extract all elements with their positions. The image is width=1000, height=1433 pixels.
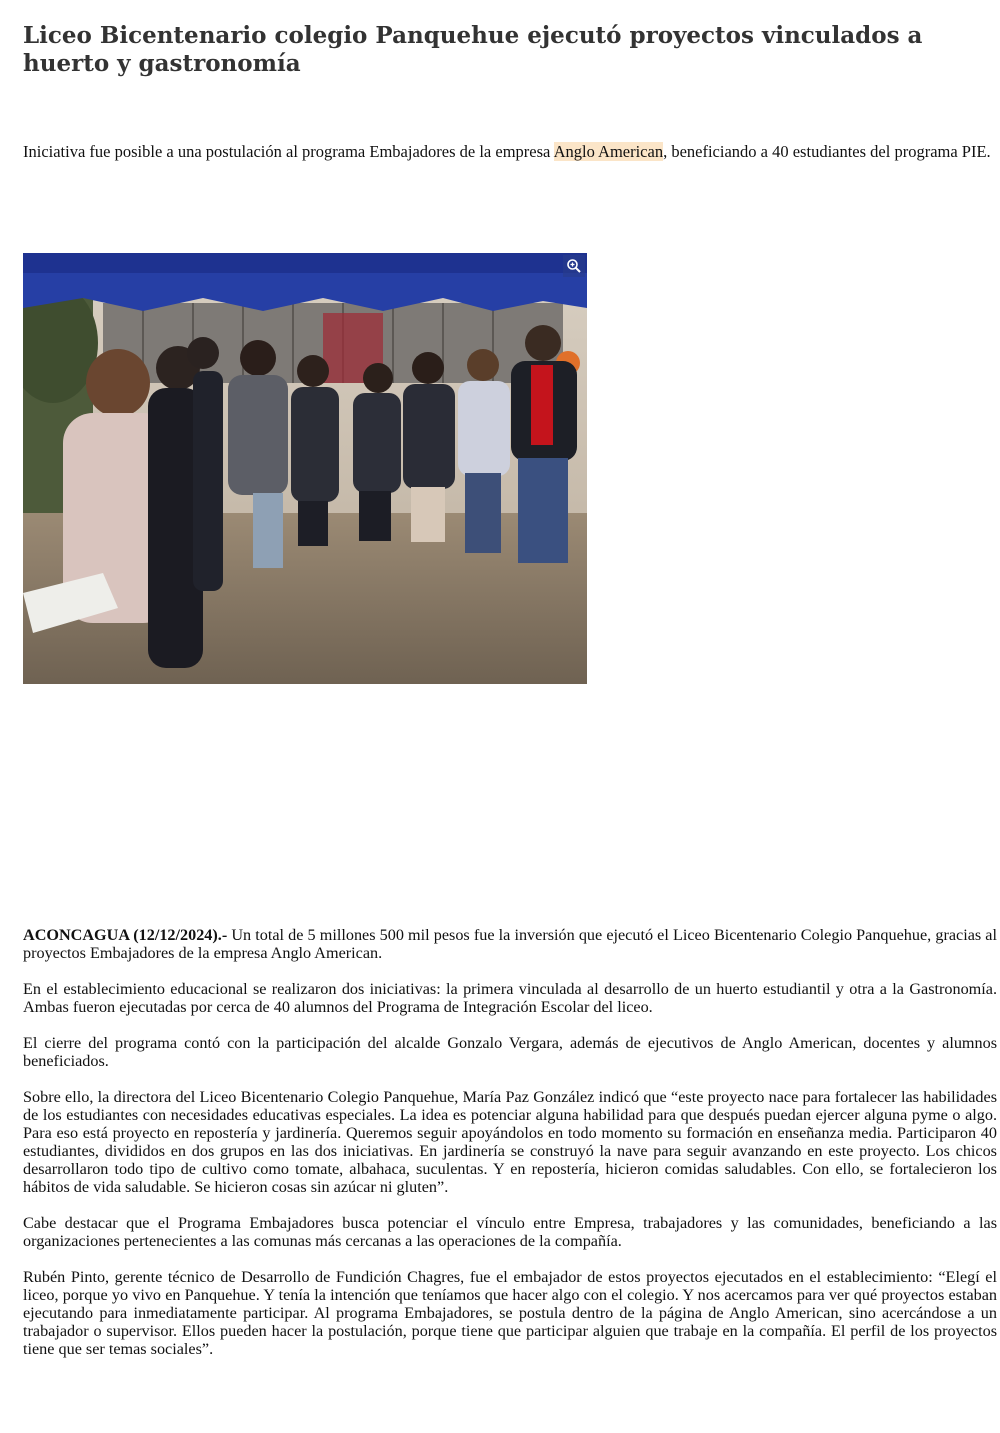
paragraph: Rubén Pinto, gerente técnico de Desarrollo de Fundición Chagres, fue el embajador de estos proyectos ejecutados en el establecimiento: “Elegí el liceo, porque yo vivo en Panquehue. Y tenía la intención que teníamos que hacer algo con el colegio. Y nos acercamos para ver qué proyectos estaban ejecutando para inmediatamente participar. Al programa Embajadores, se postula dentro de la página de Anglo American, sino acercándose a un trabajador o supervisor. Ellos pueden hacer la postulación, porque tiene que participar alguien que trabaje en la compañía. El perfil de los proyectos tiene que ser temas sociales”. (23, 1268, 997, 1358)
lead-text-end: , beneficiando a 40 estudiantes del programa PIE. (663, 142, 991, 161)
paragraph: Sobre ello, la directora del Liceo Bicentenario Colegio Panquehue, María Paz González indicó que “este proyecto nace para fortalecer las habilidades de los estudiantes con necesidades educativas especiales. La idea es potenciar alguna habilidad para que después puedan ejercer alguna pyme o algo. Para eso está proyecto en repostería y jardinería. Queremos seguir apoyándolos en todo momento su formación en enseñanza media. Participaron 40 estudiantes, divididos en dos grupos en las dos iniciativas. En jardinería se construyó la nave para seguir avanzando en este proyecto. Los chicos desarrollaron todo tipo de cultivo como tomate, albahaca, suculentas. Y en repostería, hicieron comidas saludables. Con ello, se fortalecieron los hábitos de vida saludable. Se hicieron cosas sin azúcar ni gluten”. (23, 1088, 997, 1196)
dateline: ACONCAGUA (12/12/2024).- (23, 926, 228, 944)
paragraph: El cierre del programa contó con la participación del alcalde Gonzalo Vergara, además de ejecutivos de Anglo American, docentes y alumnos beneficiados. (23, 1034, 997, 1070)
article-photo[interactable] (23, 253, 587, 684)
highlighted-company-link[interactable]: Anglo American (553, 142, 664, 161)
news-article (23, 22, 997, 1376)
article-title: Liceo Bicentenario colegio Panquehue ejecutó proyectos vinculados a huerto y gastronomía (23, 22, 923, 77)
paragraph-intro-text: Un total de 5 millones 500 mil pesos fue la inversión que ejecutó el Liceo Bicentenario Colegio Panquehue, gracias al proyectos Embajadores de la empresa Anglo American. (23, 926, 997, 962)
zoom-in-icon (566, 258, 582, 274)
article-body (23, 926, 997, 1358)
article-lead (23, 142, 997, 162)
group-photo-illustration (23, 253, 587, 684)
zoom-in-button[interactable] (563, 255, 585, 277)
paragraph: En el establecimiento educacional se realizaron dos iniciativas: la primera vinculada al desarrollo de un huerto estudiantil y otra a la Gastronomía. Ambas fueron ejecutadas por cerca de 40 alumnos del Programa de Integración Escolar del liceo. (23, 980, 997, 1016)
paragraph-intro (23, 926, 997, 962)
lead-text-start: Iniciativa fue posible a una postulación al programa Embajadores de la empresa (23, 142, 554, 161)
paragraph: Cabe destacar que el Programa Embajadores busca potenciar el vínculo entre Empresa, trabajadores y las comunidades, beneficiando a las organizaciones pertenecientes a las comunas más cercanas a las operaciones de la compañía. (23, 1214, 997, 1250)
